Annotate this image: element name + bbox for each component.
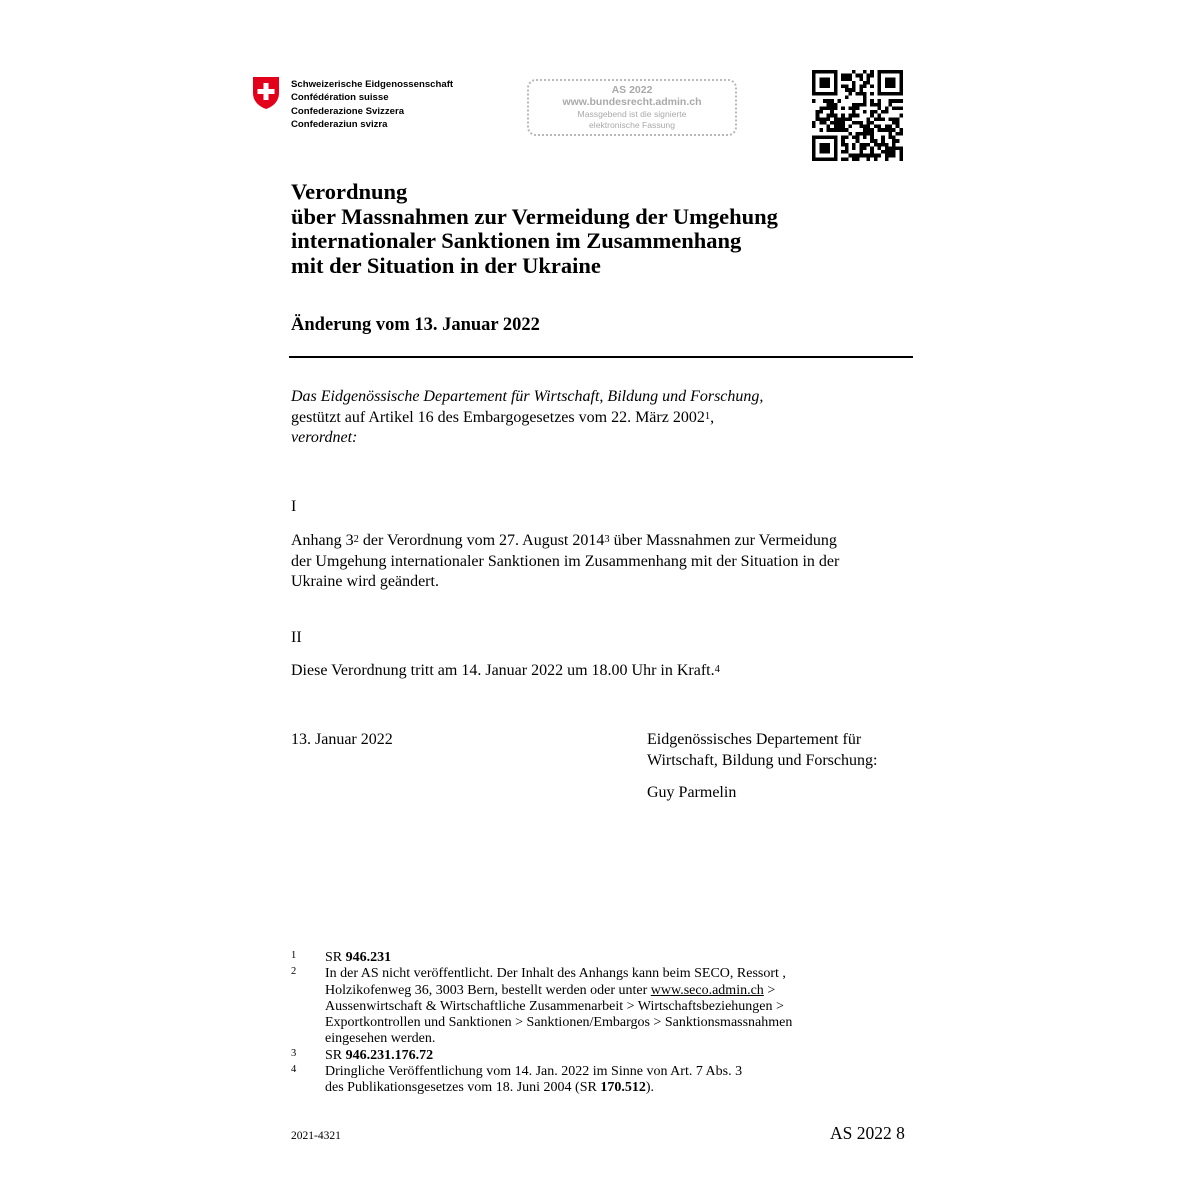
stamp-note-1: Massgebend ist die signierte — [577, 109, 687, 119]
amendment-date: Änderung vom 13. Januar 2022 — [291, 315, 540, 335]
stamp-url: www.bundesrecht.admin.ch — [562, 96, 702, 108]
footnote-ref-3[interactable]: 3 — [604, 534, 610, 545]
section-1-line-1-c: über Massnahmen zur Vermeidung — [609, 532, 837, 549]
footnote-2-line-4: Exportkontrollen und Sanktionen > Sanktionen/Embargos > Sanktionsmassnahmen — [325, 1015, 793, 1031]
confed-name-it: Confederazione Svizzera — [291, 105, 405, 117]
footnote-2-line-1: In der AS nicht veröffentlicht. Der Inhalt des Anhangs kann beim SECO, Ressort , — [325, 966, 786, 982]
preamble-basis-text: gestützt auf Artikel 16 des Embargogesetzes vom 22. März 2002 — [291, 408, 705, 426]
title-line-3: internationaler Sanktionen im Zusammenhang — [291, 228, 742, 254]
footnote-4-line-2-b: ). — [645, 1080, 654, 1096]
footnote-3-prefix: SR — [325, 1047, 346, 1063]
department-line-1: Eidgenössisches Departement für — [647, 731, 862, 748]
footnote-1-prefix: SR — [325, 950, 346, 965]
department-line-2: Wirtschaft, Bildung und Forschung: — [647, 751, 878, 769]
footnote-1 — [291, 950, 792, 966]
section-2-text — [291, 661, 720, 682]
title-line-2: über Massnahmen zur Vermeidung der Umgehung — [291, 203, 778, 229]
signature-date: 13. Januar 2022 — [291, 731, 393, 748]
footnote-ref-4[interactable]: 4 — [714, 664, 720, 675]
footnotes — [291, 950, 792, 1097]
section-2-sentence: Diese Verordnung tritt am 14. Januar 2022 um 18.00 Uhr in Kraft. — [291, 662, 715, 679]
qr-code-icon — [812, 70, 903, 161]
signer-name: Guy Parmelin — [647, 784, 737, 801]
confederation-names — [291, 78, 453, 132]
footnote-4-number: 4 — [291, 1064, 297, 1076]
signing-department — [647, 730, 877, 771]
footnote-ref-1[interactable]: 1 — [704, 410, 711, 422]
section-1-text — [291, 531, 913, 593]
seco-link[interactable]: www.seco.admin.ch — [650, 982, 764, 998]
footnote-2-number: 2 — [291, 966, 297, 978]
section-1-line-1-a: Anhang 3 — [291, 532, 354, 549]
confed-name-rm: Confederaziun svizra — [291, 119, 388, 131]
footnote-4 — [291, 1064, 792, 1097]
preamble — [291, 387, 763, 449]
stamp-note-2: elektronische Fassung — [589, 119, 675, 130]
footnote-ref-2[interactable]: 2 — [353, 534, 359, 545]
footnote-4-line-1: Dringliche Veröffentlichung vom 14. Jan. 2022 im Sinne von Art. 7 Abs. 3 — [325, 1064, 743, 1080]
footnote-4-ref: 170.512 — [600, 1080, 646, 1096]
confed-name-de: Schweizerische Eidgenossenschaft — [291, 79, 454, 90]
section-1-line-1-b: der Verordnung vom 27. August 2014 — [358, 532, 605, 549]
section-1-line-2: der Umgehung internationaler Sanktionen im Zusammenhang mit der Situation in der — [291, 552, 840, 570]
footnote-2 — [291, 966, 792, 1047]
footnote-4-line-2-a: des Publikationsgesetzes vom 18. Juni 2004 (SR — [325, 1080, 601, 1096]
stamp-title: AS 2022 — [611, 84, 653, 96]
section-heading-2: II — [291, 629, 302, 646]
preamble-decree: verordnet: — [291, 429, 358, 446]
confed-name-fr: Confédération suisse — [291, 92, 389, 104]
official-publication-stamp — [527, 79, 737, 136]
document-title — [291, 180, 778, 278]
document-reference: 2021-4321 — [291, 1130, 341, 1142]
footnote-3-ref: 946.231.176.72 — [345, 1047, 434, 1063]
section-1-line-3: Ukraine wird geändert. — [291, 573, 439, 590]
footnote-1-ref: 946.231 — [345, 950, 392, 965]
preamble-basis — [291, 408, 763, 429]
footnote-1-number: 1 — [291, 950, 297, 961]
section-1-line-1 — [291, 531, 913, 552]
footnote-3-number: 3 — [291, 1047, 297, 1059]
footnote-3 — [291, 1048, 792, 1064]
footnote-2-line-3: Aussenwirtschaft & Wirtschaftliche Zusammenarbeit > Wirtschaftsbeziehungen > — [325, 998, 784, 1014]
preamble-basis-end: , — [710, 408, 715, 426]
footnote-2-line-2-b: > — [763, 982, 776, 998]
footnote-2-line-2-a: Holzikofenweg 36, 3003 Bern, bestellt werden oder unter — [325, 982, 651, 998]
title-divider — [289, 356, 913, 358]
footnote-2-line-5: eingesehen werden. — [325, 1031, 436, 1047]
title-line-4: mit der Situation in der Ukraine — [291, 252, 601, 278]
swiss-cross-shield-icon — [252, 76, 280, 110]
section-heading-1: I — [291, 498, 297, 515]
title-line-1: Verordnung — [291, 179, 408, 204]
page-reference: AS 2022 8 — [830, 1123, 905, 1143]
preamble-authority: Das Eidgenössische Departement für Wirtschaft, Bildung und Forschung, — [291, 388, 764, 405]
